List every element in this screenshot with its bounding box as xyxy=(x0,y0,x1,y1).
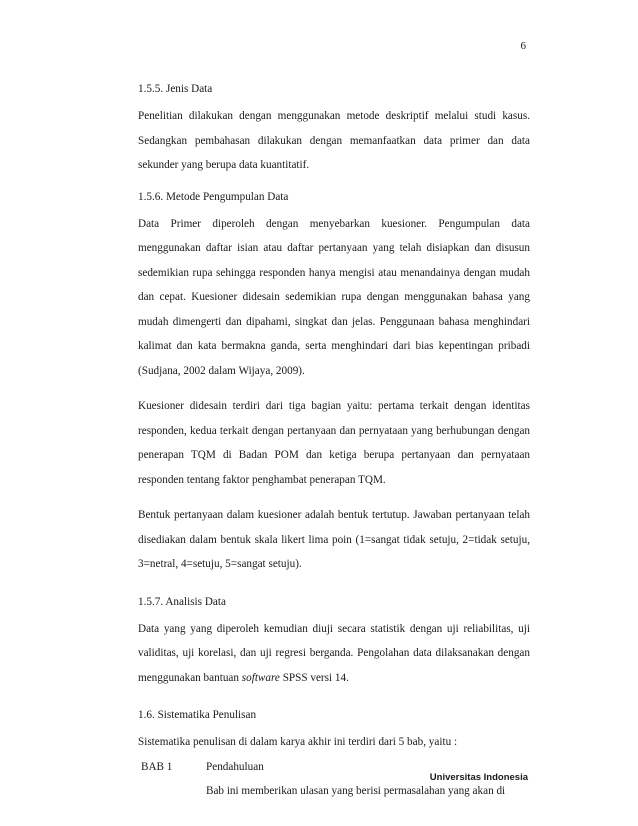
paragraph-data-primer: Data Primer diperoleh dengan menyebarkan kuesioner. Pengumpulan data menggunakan daftar isian atau daftar pertanyaan yang telah disiapkan dan disusun sedemikian rupa sehingga responden hanya mengisi atau menandainya dengan mudah dan cepat. Kuesioner didesain sedemikian rupa dengan menggunakan bahasa yang mudah dimengerti dan dipahami, singkat dan jelas. Penggunaan bahasa menghindari kalimat dan kata bermakna ganda, serta menghindari dari bias kepentingan pribadi (Sudjana, 2002 dalam Wijaya, 2009). xyxy=(138,217,530,377)
section-heading-sistematika: 1.6. Sistematika Penulisan xyxy=(138,709,257,721)
paragraph-sistematika-intro: Sistematika penulisan di dalam karya akhir ini terdiri dari 5 bab, yaitu : xyxy=(138,736,458,748)
analisis-text-1: Data yang yang diperoleh kemudian diuji secara statistik dengan uji reliabilitas, uji validitas, uji korelasi, dan uji regresi berganda. Pengolahan data dilaksanakan dengan menggunakan bantuan xyxy=(138,622,530,684)
analisis-italic-term: software xyxy=(241,671,280,684)
paragraph-analisis-data xyxy=(138,617,530,691)
paragraph-jenis-data: Penelitian dilakukan dengan menggunakan metode deskriptif melalui studi kasus. Sedangkan pembahasan dilakukan dengan memanfaatkan data primer dan data sekunder yang berupa data kuantitatif. xyxy=(138,110,530,171)
bab-1-label: BAB 1 xyxy=(141,760,173,773)
document-body xyxy=(138,81,530,803)
paragraph-kuesioner-bagian: Kuesioner didesain terdiri dari tiga bagian yaitu: pertama terkait dengan identitas responden, kedua terkait dengan pertanyaan dan pernyataan yang berhubungan dengan penerapan TQM di Badan POM dan ketiga berupa pertanyaan dan pernyataan responden tentang faktor penghambat penerapan TQM. xyxy=(138,400,530,486)
page-number: 6 xyxy=(520,40,526,52)
section-heading-analisis-data: 1.5.7. Analisis Data xyxy=(138,595,226,608)
analisis-text-2: SPSS versi 14. xyxy=(279,671,349,684)
paragraph-bentuk-pertanyaan: Bentuk pertanyaan dalam kuesioner adalah bentuk tertutup. Jawaban pertanyaan telah disediakan dalam bentuk skala likert lima poin (1=sangat tidak setuju, 2=tidak setuju, 3=netral, 4=setuju, 5=sangat setuju). xyxy=(138,509,530,570)
bab-1-description: Bab ini memberikan ulasan yang berisi permasalahan yang akan di xyxy=(206,784,506,797)
bab-1-title: Pendahuluan xyxy=(206,760,264,773)
section-heading-metode-pengumpulan: 1.5.6. Metode Pengumpulan Data xyxy=(138,190,289,203)
section-heading-jenis-data: 1.5.5. Jenis Data xyxy=(138,83,213,95)
footer-university: Universitas Indonesia xyxy=(429,772,528,783)
